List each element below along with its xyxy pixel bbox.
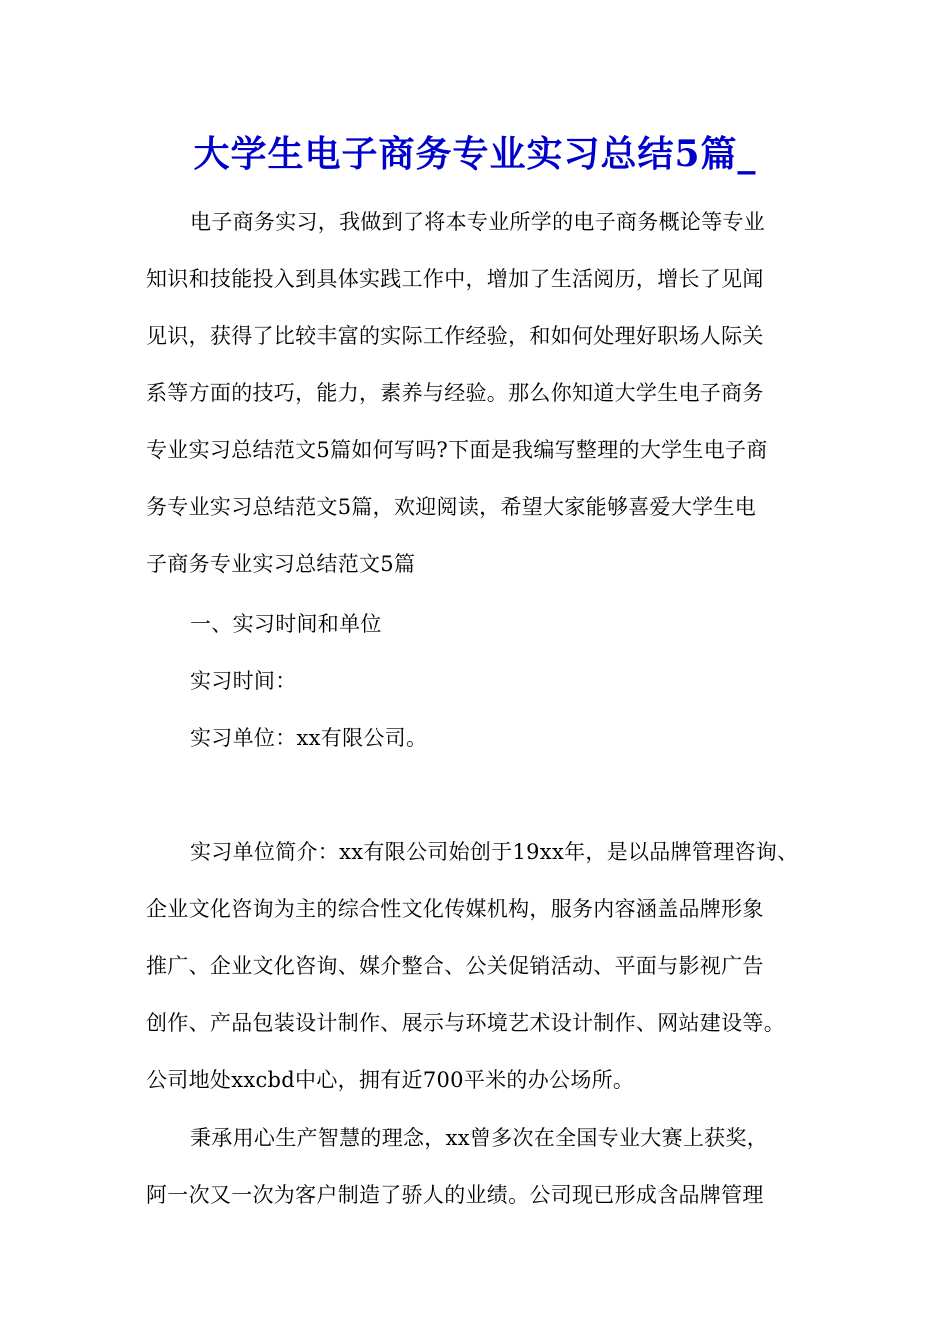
document-title: 大学生电子商务专业实习总结5篇_ <box>193 133 757 175</box>
intro-line: 知识和技能投入到具体实践工作中，增加了生活阅历，增长了见闻 <box>146 267 764 291</box>
company-intro-line: 创作、产品包装设计制作、展示与环境艺术设计制作、网站建设等。 <box>146 1011 785 1035</box>
company-intro-line: 推广、企业文化咨询、媒介整合、公关促销活动、平面与影视广告 <box>146 954 764 978</box>
internship-unit: 实习单位：xx有限公司。 <box>190 726 428 750</box>
philosophy-line: 秉承用心生产智慧的理念，xx曾多次在全国专业大赛上获奖， <box>190 1126 769 1150</box>
philosophy-paragraph <box>146 1110 812 1224</box>
company-intro-paragraph <box>146 824 812 1109</box>
company-intro-line: 企业文化咨询为主的综合性文化传媒机构，服务内容涵盖品牌形象 <box>146 897 764 921</box>
section-block <box>146 596 812 767</box>
philosophy-line: 阿一次又一次为客户制造了骄人的业绩。公司现已形成含品牌管理 <box>146 1183 764 1207</box>
internship-time: 实习时间： <box>190 669 297 693</box>
intro-line: 专业实习总结范文5篇如何写吗?下面是我编写整理的大学生电子商 <box>146 438 768 462</box>
intro-line: 见识，获得了比较丰富的实际工作经验，和如何处理好职场人际关 <box>146 324 764 348</box>
intro-line: 务专业实习总结范文5篇，欢迎阅读，希望大家能够喜爱大学生电 <box>146 495 757 519</box>
section-heading: 一、实习时间和单位 <box>190 612 382 636</box>
company-intro-line: 实习单位简介：xx有限公司始创于19xx年，是以品牌管理咨询、 <box>190 840 799 864</box>
intro-line: 系等方面的技巧，能力，素养与经验。那么你知道大学生电子商务 <box>146 381 764 405</box>
intro-line: 子商务专业实习总结范文5篇 <box>146 552 416 576</box>
intro-paragraph <box>146 194 812 593</box>
intro-line: 电子商务实习，我做到了将本专业所学的电子商务概论等专业 <box>190 210 766 234</box>
company-intro-line: 公司地处xxcbd中心，拥有近700平米的办公场所。 <box>146 1068 635 1092</box>
